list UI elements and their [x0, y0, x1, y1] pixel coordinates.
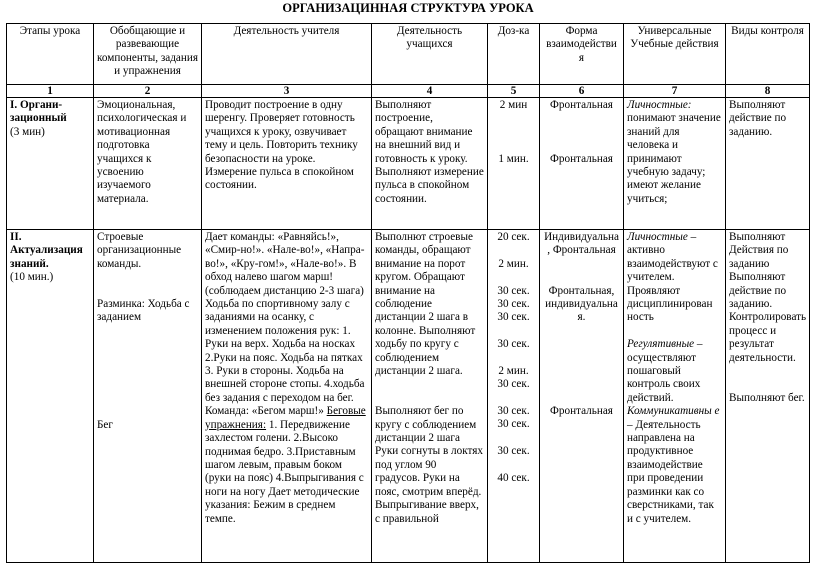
- student-text: Выполняют бег по кругу с соблюдением дистанции 2 шага Руки согнуты в локтях под углом 90 градусов. Руки на пояс, смотрим вперёд. Выпрыгивание вверх, с правильной: [375, 405, 483, 525]
- uud-text: – активно взаимодействуют с учителем. Проявляют дисциплинирован ность: [627, 231, 718, 324]
- header-cell: Доз-ка: [488, 24, 540, 85]
- dose-value: 1 мин.: [498, 152, 529, 165]
- form-cell: [540, 98, 624, 230]
- uud-text: понимают значение знаний для человека и принимают учебную задачу; имеют желание учиться;: [627, 112, 721, 205]
- form-value: Фронтальная: [550, 152, 613, 165]
- form-cell: [540, 230, 624, 563]
- dose-value: [491, 432, 536, 445]
- column-number: 4: [372, 85, 488, 98]
- teacher-text: 1. Передвижение захлестом голени. 2.Высоко поднимая бедро. 3.Приставным шагом левым, правым боком (руки на пояс) 4.Выпрыгивания с ноги на ногу Дает методические указания: Бежим в среднем темпе.: [205, 418, 364, 525]
- teacher-activity-cell: [202, 230, 372, 563]
- header-row: [7, 24, 810, 85]
- dose-value: 30 сек.: [497, 311, 530, 324]
- dose-value: [491, 392, 536, 405]
- uud-cell: [624, 230, 726, 563]
- components-cell: [94, 230, 202, 563]
- uud-text: – осуществляют пошаговый контроль своих действий.: [627, 338, 703, 404]
- dose-value: 20 сек.: [497, 231, 530, 243]
- stage-cell: [7, 230, 94, 563]
- dose-cell: [488, 98, 540, 230]
- form-value: Индивидуальна , Фронтальная: [544, 231, 619, 257]
- column-number-row: [7, 85, 810, 98]
- stage-name: II. Актуализация знаний.: [10, 231, 83, 270]
- stage-cell: [7, 98, 94, 230]
- dose-value: 30 сек.: [497, 284, 530, 297]
- dose-value: [491, 244, 536, 257]
- control-cell: Выполняют действие по заданию.: [726, 98, 810, 230]
- uud-text: – Деятельность направлена на продуктивное взаимодействие при проведении разминки как со сверстниками, так и с учителем.: [627, 418, 714, 525]
- dose-value: 30 сек.: [497, 378, 530, 391]
- header-cell: Виды контроля: [726, 24, 810, 85]
- stage-duration: (3 мин): [10, 125, 45, 138]
- form-value: Фронтальная: [550, 99, 613, 111]
- teacher-subheading: Беговые упражнения:: [205, 405, 366, 431]
- header-cell: Деятельность учителя: [202, 24, 372, 85]
- component-text: Строевые организационные команды.: [97, 231, 182, 270]
- uud-type: Регулятивные: [627, 338, 695, 351]
- uud-type: Коммуникативны е: [627, 405, 720, 418]
- teacher-text: Дает команды: «Равняйсь!», «Смир-но!». «Нале-во!», «Напра-во!», «Кру-гом!», «Нале-во!». В обход налево шагом марш! (соблюдаем дистанцию 2-3 шага) Ходьба по спортивному залу с заданиями на осанку, с изменением положения рук: 1. Руки на верх. Ходьба на носках 2.Руки на пояс. Ходьба на пятках 3. Руки в стороны. Ходьба на внешней стороне стопы. 4.ходьба без задания с переходом на бег. Команда: «Бегом марш!»: [205, 231, 365, 418]
- dose-cell: [488, 230, 540, 563]
- dose-value: 2 мин.: [498, 257, 529, 270]
- control-text: Выполняют бег.: [729, 391, 805, 404]
- dose-value: 30 сек.: [497, 338, 530, 351]
- header-cell: Деятельность учащихся: [372, 24, 488, 85]
- stage-name: I. Органи-зационный: [10, 99, 67, 125]
- student-activity-cell: [372, 230, 488, 563]
- dose-value: 30 сек.: [497, 418, 530, 431]
- student-text: Выполнют строевые команды, обращают внимание на порот кругом. Обращают внимание на соблюдение дистанции 2 шага в колонне. Выполняют ходьбу по кругу с соблюдением дистанции 2 шага.: [375, 231, 476, 378]
- teacher-activity-cell: Проводит построение в одну шеренгу. Проверяет готовность учащихся к уроку, озвучивает тему и цель. Повторить технику безопасности на уроке. Измерение пульса в спокойном состоянии.: [202, 98, 372, 230]
- dose-value: 2 мин: [499, 99, 528, 111]
- student-activity-cell: Выполняют построение, обращают внимание на внешний вид и готовность к уроку. Выполняют измерение пульса в спокойном состоянии.: [372, 98, 488, 230]
- control-text: Выполняют Действия по заданию Выполняют действие по заданию. Контролировать процесс и результат деятельности.: [729, 231, 807, 364]
- dose-value: [491, 325, 536, 338]
- component-text: Разминка: Ходьба с заданием: [97, 298, 190, 324]
- dose-value: 2 мин.: [498, 364, 529, 377]
- form-value: Фронтальная: [550, 405, 613, 418]
- uud-type: Личностные:: [627, 99, 692, 111]
- header-cell: Обобщающие и развевающие компоненты, задания и упражнения: [94, 24, 202, 85]
- column-number: 6: [540, 85, 624, 98]
- dose-value: 30 сек.: [497, 405, 530, 418]
- column-number: 1: [7, 85, 94, 98]
- dose-value: 30 сек.: [497, 297, 530, 310]
- table-row: [7, 230, 810, 563]
- column-number: 3: [202, 85, 372, 98]
- dose-value: [491, 352, 536, 365]
- column-number: 8: [726, 85, 810, 98]
- component-text: Бег: [97, 418, 113, 431]
- page-title: ОРГАНИЗАЦИННАЯ СТРУКТУРА УРОКА: [282, 1, 534, 15]
- uud-cell: [624, 98, 726, 230]
- uud-type: Личностные: [627, 231, 688, 243]
- control-cell: [726, 230, 810, 563]
- dose-value: [491, 459, 536, 472]
- lesson-structure-table: [6, 23, 810, 563]
- dose-value: [491, 271, 536, 284]
- dose-value: 40 сек.: [497, 472, 530, 485]
- header-cell: Форма взаимодействи я: [540, 24, 624, 85]
- dose-value: 30 сек.: [497, 445, 530, 458]
- header-cell: Универсальные Учебные действия: [624, 24, 726, 85]
- stage-duration: (10 мин.): [10, 271, 54, 284]
- components-cell: Эмоциональная, психологическая и мотивационная подготовка учащихся к усвоению изучаемого материала.: [94, 98, 202, 230]
- table-row: [7, 98, 810, 230]
- column-number: 5: [488, 85, 540, 98]
- header-cell: Этапы урока: [7, 24, 94, 85]
- column-number: 2: [94, 85, 202, 98]
- form-value: Фронтальная, индивидуальна я.: [545, 284, 618, 324]
- column-number: 7: [624, 85, 726, 98]
